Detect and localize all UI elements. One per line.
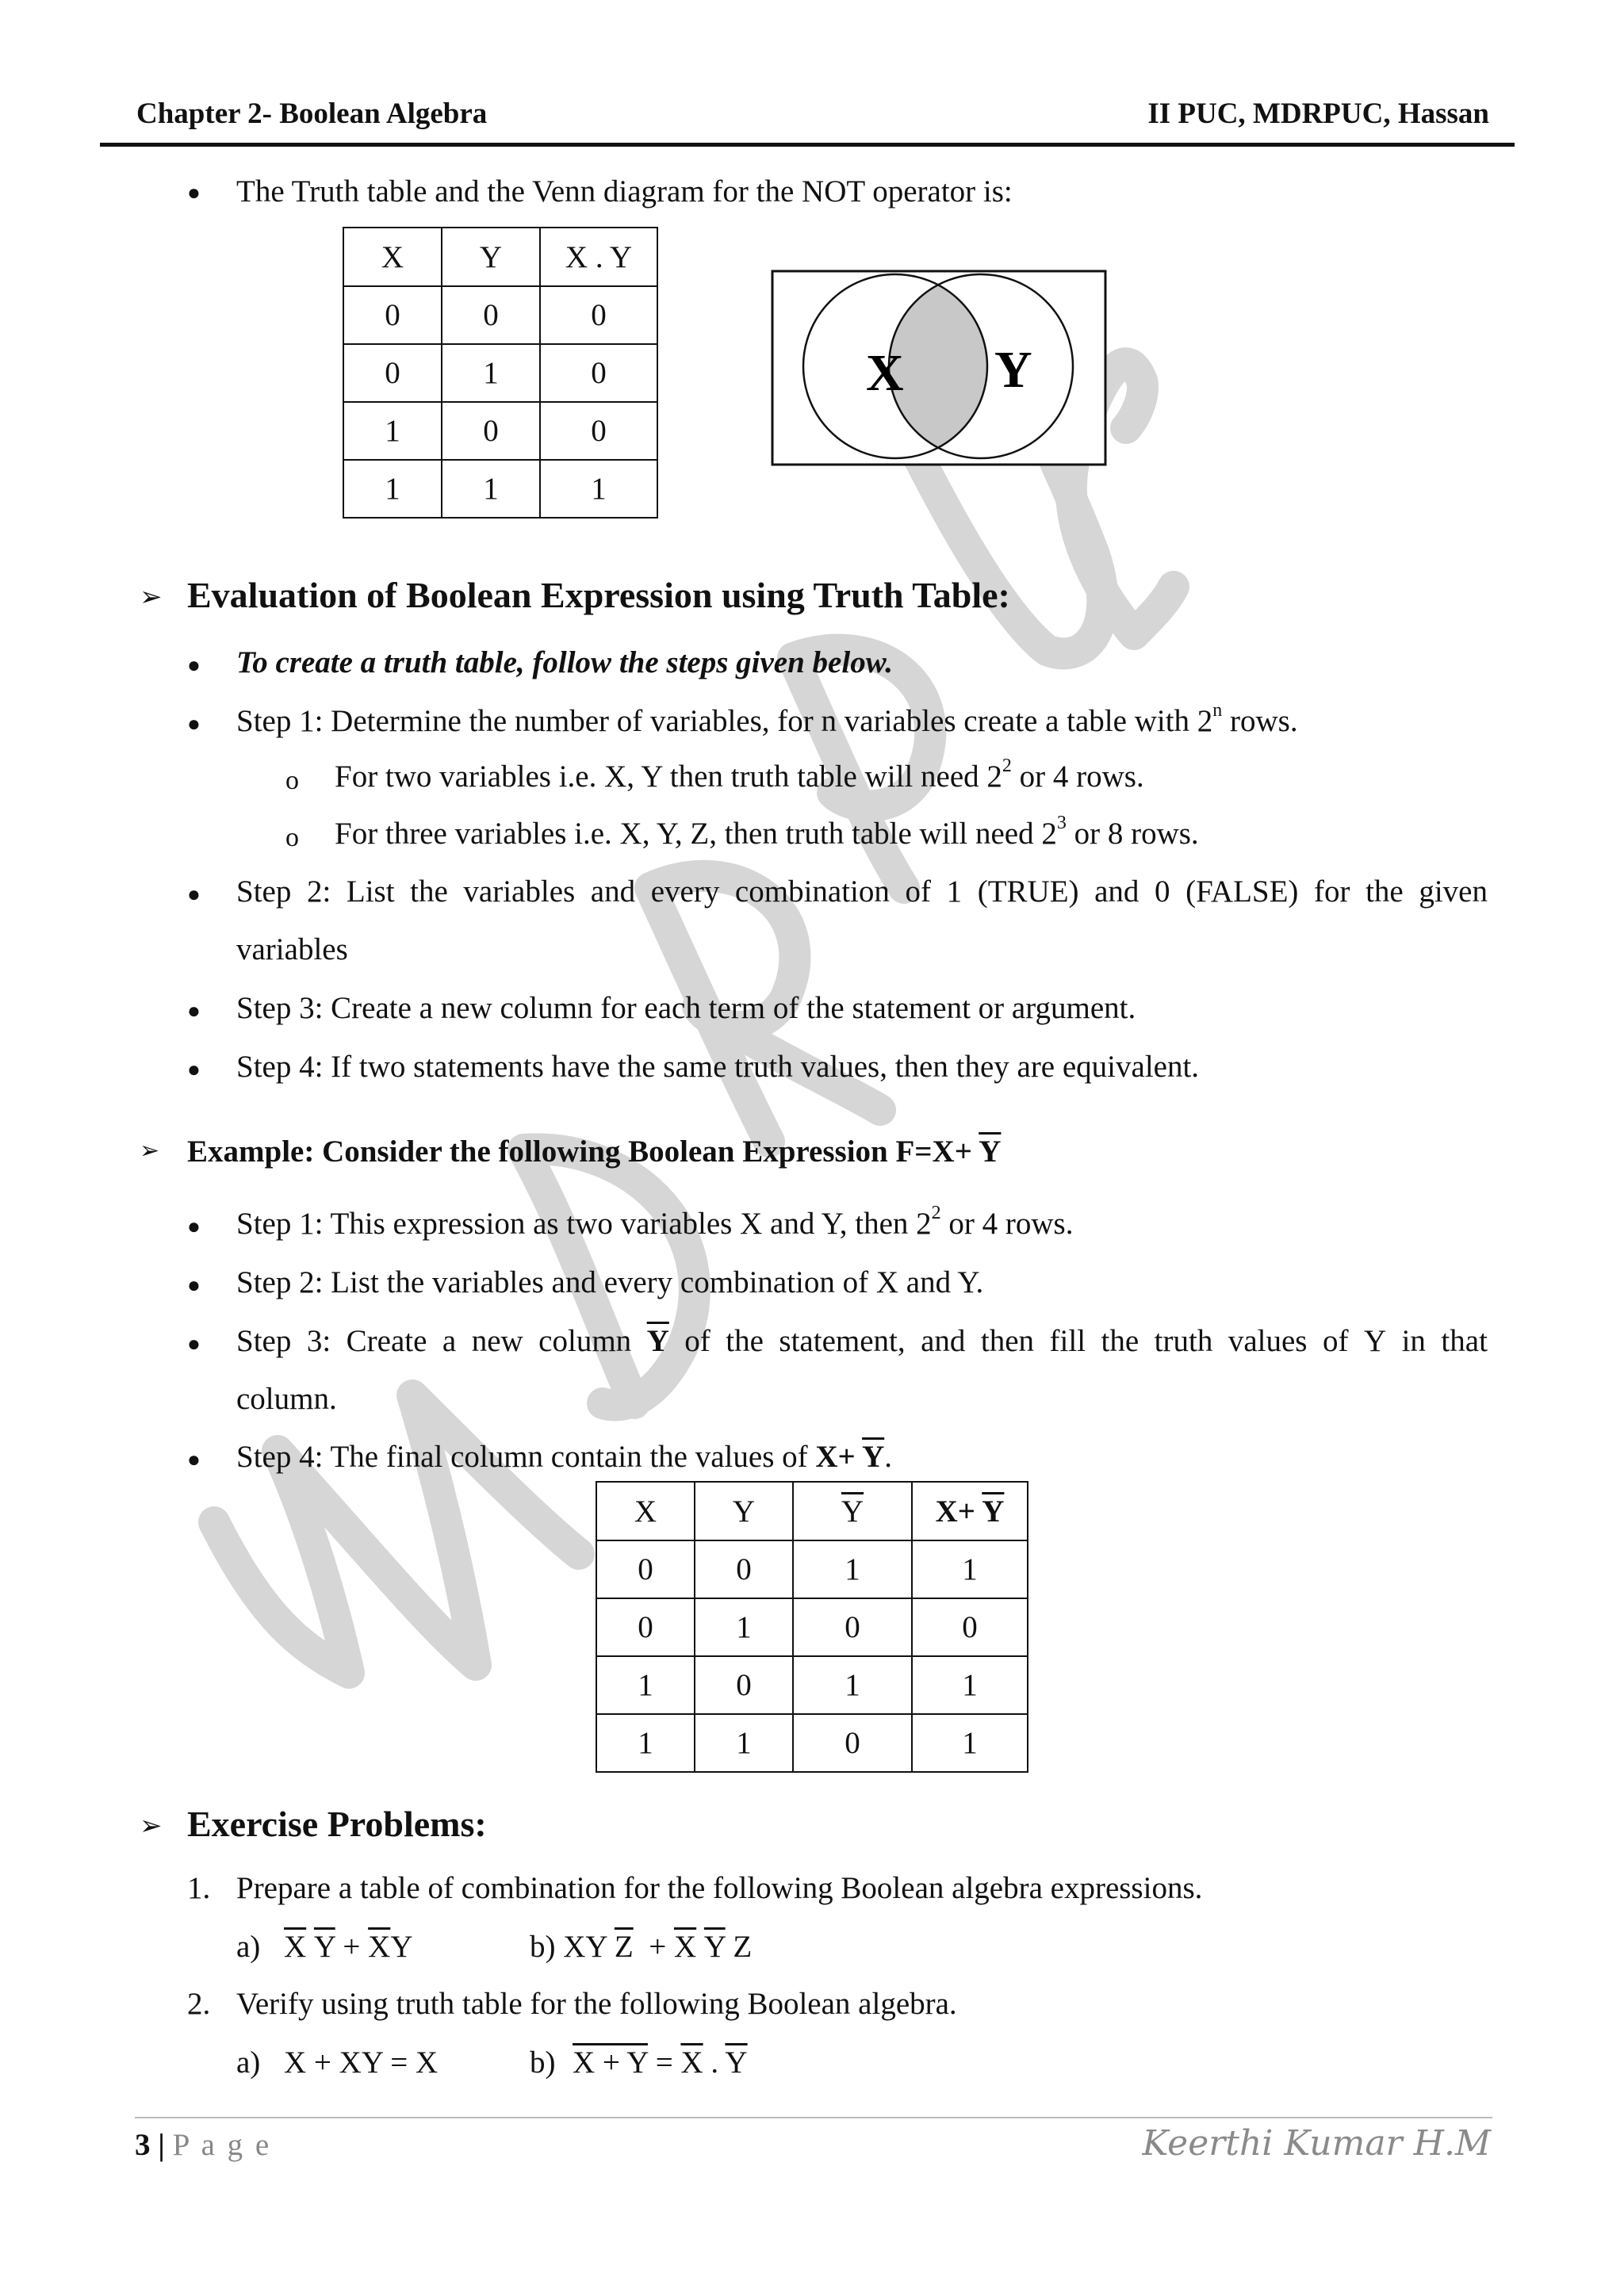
page-word: P a g e xyxy=(172,2128,272,2162)
q2b-label: b) xyxy=(530,2045,556,2080)
example-title xyxy=(187,1136,1001,1167)
step3-w10: and xyxy=(921,1324,966,1358)
sub2-after: or 8 rows. xyxy=(1066,817,1199,851)
example-step1-main: Step 1: This expression as two variables X and Y, then 2 xyxy=(236,1207,932,1241)
table-cell: 0 xyxy=(695,1540,793,1598)
footer-author: Keerthi Kumar H.M xyxy=(1142,2123,1491,2164)
bullet-icon: ● xyxy=(187,1332,201,1357)
step3-w3: Create xyxy=(346,1324,427,1358)
sub2-main: For three variables i.e. X, Y, Z, then truth table will need 2 xyxy=(335,817,1057,851)
sub1-after: or 4 rows. xyxy=(1011,760,1144,794)
q2-text: Verify using truth table for the following Boolean algebra. xyxy=(236,1987,957,2021)
q1a-expression xyxy=(284,1931,412,1962)
table-cell: 0 xyxy=(540,344,657,402)
header-chapter-title: Chapter 2- Boolean Algebra xyxy=(136,98,488,130)
q1b-label: b) XY xyxy=(530,1930,615,1964)
bullet-icon: ● xyxy=(187,1273,201,1298)
header-ybar: $\overline{Y}$ xyxy=(841,1494,864,1529)
table-cell: 0 xyxy=(343,344,442,402)
table-cell: 1 xyxy=(540,460,657,518)
example-step3-continuation: column. xyxy=(236,1382,337,1416)
example-step4-end: . xyxy=(884,1440,892,1474)
step3-w17: Y xyxy=(1363,1324,1387,1358)
arrow-bullet-icon: ➢ xyxy=(140,1138,160,1164)
step3-w6: column xyxy=(538,1324,632,1358)
bullet-icon: ● xyxy=(187,181,201,205)
q2b-xbar: $\overline{X}$ xyxy=(680,2045,703,2080)
table-row xyxy=(343,286,657,344)
venn-label-x: X xyxy=(866,344,904,402)
step3-w14: truth xyxy=(1154,1324,1213,1358)
q1a-xbar: $\overline{X}$ xyxy=(284,1930,307,1964)
example-title-text: Example: Consider the following Boolean Expression F=X+ xyxy=(187,1135,979,1169)
table-row xyxy=(596,1714,1028,1772)
table-header-cell: X . Y xyxy=(540,228,657,286)
table-cell: 0 xyxy=(442,402,540,460)
table-cell: 1 xyxy=(695,1598,793,1656)
table-cell: 0 xyxy=(596,1540,695,1598)
table-row xyxy=(596,1656,1028,1714)
example-step1-after: or 4 rows. xyxy=(940,1207,1074,1241)
step3-w11: then xyxy=(980,1324,1035,1358)
example-title-ybar: $\overline{Y}$ xyxy=(979,1135,1002,1169)
bullet-icon: ● xyxy=(187,999,201,1024)
q1a-xbar2: $\overline{X}$ xyxy=(368,1930,391,1964)
step2-continuation: variables xyxy=(236,932,348,966)
step3-w7: of xyxy=(684,1324,710,1358)
step3-w19: that xyxy=(1441,1324,1488,1358)
q2a-expression: X + XY = X xyxy=(284,2045,439,2080)
q2a-label: a) xyxy=(236,2045,261,2080)
steps-intro: To create a truth table, follow the steps given below. xyxy=(236,645,894,679)
section-title-evaluation: Evaluation of Boolean Expression using Truth Table: xyxy=(187,575,1010,615)
circle-bullet-icon: o xyxy=(285,823,299,852)
q1b-xbar: $\overline{X}$ xyxy=(673,1930,697,1964)
table-cell: 1 xyxy=(912,1540,1028,1598)
step3-w12: fill xyxy=(1049,1324,1086,1358)
example-step2: Step 2: List the variables and every combination of X and Y. xyxy=(236,1265,984,1299)
bullet-icon: ● xyxy=(187,1058,201,1082)
table-header-row xyxy=(343,228,657,286)
step3-w2: 3: xyxy=(306,1324,331,1358)
header-ybar: $\overline{Y}$ xyxy=(982,1494,1005,1529)
header-divider xyxy=(100,143,1515,147)
step3-w9: statement, xyxy=(779,1324,906,1358)
step3-w18: in xyxy=(1401,1324,1426,1358)
table-cell: 1 xyxy=(793,1656,912,1714)
table-row xyxy=(596,1540,1028,1598)
intro-text: The Truth table and the Venn diagram for the NOT operator is: xyxy=(236,174,1013,209)
venn-label-y: Y xyxy=(994,341,1032,399)
q2b-expression xyxy=(573,2047,748,2078)
table-cell: 0 xyxy=(343,286,442,344)
q2b-dot: . xyxy=(703,2045,726,2080)
example-step1 xyxy=(236,1203,1074,1241)
sub-bullet-three-vars xyxy=(335,813,1199,851)
arrow-bullet-icon: ➢ xyxy=(140,1812,163,1841)
step2-text: Step 2: List the variables and every combination of 1 (TRUE) and 0 (FALSE) for the given xyxy=(236,874,1488,909)
table-header-cell: Y xyxy=(442,228,540,286)
step3-w5: new xyxy=(471,1324,523,1358)
q1-number: 1. xyxy=(187,1871,211,1905)
table-cell: 0 xyxy=(695,1656,793,1714)
step3-ybar: $\overline{Y}$ xyxy=(646,1324,669,1358)
table-cell: 1 xyxy=(695,1714,793,1772)
q1-text: Prepare a table of combination for the following Boolean algebra expressions. xyxy=(236,1871,1203,1905)
circle-bullet-icon: o xyxy=(285,766,299,795)
step1-after: rows. xyxy=(1222,704,1298,738)
table-cell: 1 xyxy=(343,402,442,460)
table-cell: 1 xyxy=(442,460,540,518)
step1-superscript: n xyxy=(1212,700,1223,721)
q1b-expression xyxy=(530,1931,752,1962)
q1b-z: Z xyxy=(725,1930,753,1964)
q1b-zbar: $\overline{Z}$ xyxy=(614,1930,634,1964)
table-cell: 1 xyxy=(912,1656,1028,1714)
bullet-icon: ● xyxy=(187,712,201,737)
q2-number: 2. xyxy=(187,1987,211,2021)
table-cell: 1 xyxy=(912,1714,1028,1772)
sub1-superscript: 2 xyxy=(1002,756,1012,776)
table-cell: 0 xyxy=(793,1714,912,1772)
table-cell: 0 xyxy=(793,1598,912,1656)
table-cell: 1 xyxy=(343,460,442,518)
table-cell: 0 xyxy=(540,402,657,460)
example-step4-ybar: $\overline{Y}$ xyxy=(862,1440,885,1474)
q2b-equals: = xyxy=(647,2045,681,2080)
bullet-icon: ● xyxy=(187,1215,201,1239)
q1a-y: Y xyxy=(390,1930,413,1964)
step3-w4: a xyxy=(442,1324,457,1358)
table-cell: 1 xyxy=(442,344,540,402)
q1a-plus: + xyxy=(335,1930,369,1964)
page-separator: | xyxy=(158,2128,165,2162)
step1-text xyxy=(236,700,1298,738)
example-step4-text: Step 4: The final column contain the values of xyxy=(236,1440,816,1474)
step1-main: Step 1: Determine the number of variables, for n variables create a table with 2 xyxy=(236,704,1213,738)
header-institution: II PUC, MDRPUC, Hassan xyxy=(1147,98,1489,130)
table-cell: 0 xyxy=(912,1598,1028,1656)
table-cell: 1 xyxy=(596,1714,695,1772)
step3-w15: values xyxy=(1228,1324,1308,1358)
table-row xyxy=(596,1598,1028,1656)
and-truth-table xyxy=(343,227,658,519)
example-step4-bold: X+ xyxy=(815,1440,863,1474)
footer-page-info xyxy=(135,2130,271,2160)
venn-diagram xyxy=(771,270,1107,466)
section-title-exercise: Exercise Problems: xyxy=(187,1804,487,1844)
q2b-ybar: $\overline{Y}$ xyxy=(725,2045,748,2080)
table-cell: 0 xyxy=(442,286,540,344)
sub1-main: For two variables i.e. X, Y then truth table will need 2 xyxy=(335,760,1002,794)
example-truth-table xyxy=(596,1481,1028,1773)
bullet-icon: ● xyxy=(187,882,201,907)
table-row xyxy=(343,344,657,402)
bullet-icon: ● xyxy=(187,653,201,678)
step3-w16: of xyxy=(1322,1324,1349,1358)
step4-text: Step 4: If two statements have the same truth values, then they are equivalent. xyxy=(236,1050,1200,1084)
q2b-xplusy-bar: X + Y xyxy=(573,2045,648,2080)
example-step4 xyxy=(236,1441,892,1472)
table-row xyxy=(343,402,657,460)
step3-w13: the xyxy=(1101,1324,1139,1358)
table-row xyxy=(343,460,657,518)
table-header-cell xyxy=(793,1482,912,1540)
table-cell: 1 xyxy=(596,1656,695,1714)
q1b-ybar: $\overline{Y}$ xyxy=(703,1930,726,1964)
table-header-cell: Y xyxy=(695,1482,793,1540)
q1a-label: a) xyxy=(236,1930,261,1964)
arrow-bullet-icon: ➢ xyxy=(140,583,163,612)
header-xplus: X+ xyxy=(935,1494,982,1529)
step3-text: Step 3: Create a new column for each term of the statement or argument. xyxy=(236,991,1136,1025)
q1b-plus: + xyxy=(641,1930,674,1964)
example-step3 xyxy=(236,1326,1488,1357)
table-header-cell: X xyxy=(596,1482,695,1540)
example-step1-superscript: 2 xyxy=(931,1203,941,1223)
table-header-row xyxy=(596,1482,1028,1540)
table-cell: 1 xyxy=(793,1540,912,1598)
page-number: 3 xyxy=(135,2128,151,2162)
bullet-icon: ● xyxy=(187,1448,201,1472)
step3-w1: Step xyxy=(236,1324,292,1358)
table-cell: 0 xyxy=(596,1598,695,1656)
step3-w8: the xyxy=(726,1324,764,1358)
sub2-superscript: 3 xyxy=(1056,813,1067,833)
table-header-cell: X xyxy=(343,228,442,286)
sub-bullet-two-vars xyxy=(335,756,1144,794)
table-cell: 0 xyxy=(540,286,657,344)
table-header-cell xyxy=(912,1482,1028,1540)
footer-divider xyxy=(135,2117,1492,2118)
q1a-ybar: $\overline{Y}$ xyxy=(313,1930,335,1964)
